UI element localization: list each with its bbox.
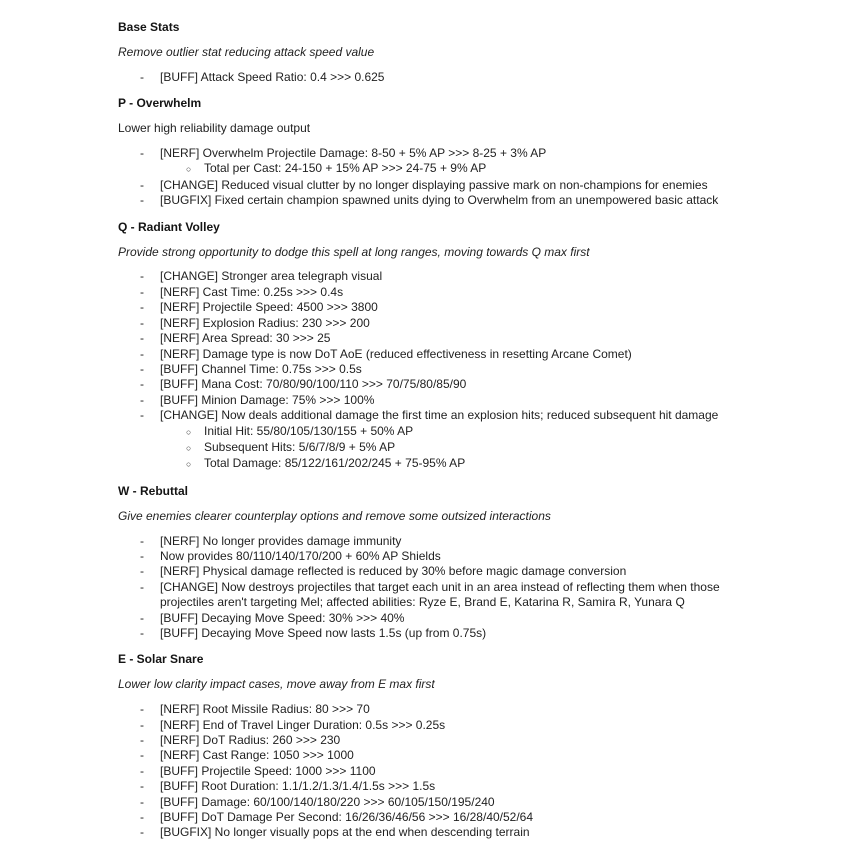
dash-bullet-icon: - bbox=[140, 825, 144, 840]
change-item bbox=[118, 440, 742, 456]
dash-bullet-icon: - bbox=[140, 610, 144, 625]
dash-bullet-icon: - bbox=[140, 733, 144, 748]
dash-bullet-icon: - bbox=[140, 763, 144, 778]
change-item bbox=[118, 300, 742, 315]
dash-bullet-icon: - bbox=[140, 408, 144, 423]
dash-bullet-icon: - bbox=[140, 392, 144, 407]
circle-bullet-icon: ○ bbox=[186, 459, 192, 470]
change-text: [BUFF] Projectile Speed: 1000 >>> 1100 bbox=[160, 763, 376, 778]
change-text: [BUGFIX] Fixed certain champion spawned units dying to Overwhelm from an unempowered basic attack bbox=[160, 193, 719, 208]
dash-bullet-icon: - bbox=[140, 564, 144, 579]
dash-bullet-icon: - bbox=[140, 177, 144, 192]
change-item bbox=[118, 748, 742, 763]
change-list bbox=[118, 534, 742, 642]
section-subtitle: Lower high reliability damage output bbox=[118, 121, 311, 136]
change-text: [BUFF] Minion Damage: 75% >>> 100% bbox=[160, 392, 375, 407]
patch-notes-document bbox=[118, 20, 742, 841]
change-item bbox=[118, 456, 742, 472]
dash-bullet-icon: - bbox=[140, 361, 144, 376]
change-item bbox=[118, 825, 742, 840]
dash-bullet-icon: - bbox=[140, 702, 144, 717]
dash-bullet-icon: - bbox=[140, 748, 144, 763]
change-text: [NERF] Cast Time: 0.25s >>> 0.4s bbox=[160, 284, 344, 299]
dash-bullet-icon: - bbox=[140, 717, 144, 732]
change-item bbox=[118, 269, 742, 284]
change-text: [NERF] Explosion Radius: 230 >>> 200 bbox=[160, 315, 370, 330]
change-item bbox=[118, 733, 742, 748]
section-subtitle: Provide strong opportunity to dodge this spell at long ranges, moving towards Q max first bbox=[118, 244, 590, 259]
circle-bullet-icon: ○ bbox=[186, 426, 192, 437]
change-list bbox=[118, 146, 742, 209]
change-text: [NERF] No longer provides damage immunity bbox=[160, 533, 402, 548]
change-item bbox=[118, 347, 742, 362]
section-heading: E - Solar Snare bbox=[118, 652, 204, 667]
change-text: [BUFF] Attack Speed Ratio: 0.4 >>> 0.625 bbox=[160, 69, 385, 84]
dash-bullet-icon: - bbox=[140, 548, 144, 563]
change-item bbox=[118, 285, 742, 300]
change-item bbox=[118, 408, 742, 423]
change-text: [NERF] End of Travel Linger Duration: 0.5s >>> 0.25s bbox=[160, 717, 446, 732]
change-text: [BUFF] Decaying Move Speed: 30% >>> 40% bbox=[160, 610, 405, 625]
change-item bbox=[118, 534, 742, 549]
change-text: [BUFF] DoT Damage Per Second: 16/26/36/46/56 >>> 16/28/40/52/64 bbox=[160, 810, 534, 825]
section-heading: P - Overwhelm bbox=[118, 96, 202, 111]
dash-bullet-icon: - bbox=[140, 626, 144, 640]
change-text: Total Damage: 85/122/161/202/245 + 75-95% AP bbox=[204, 456, 466, 471]
change-item bbox=[118, 178, 742, 193]
change-item bbox=[118, 70, 742, 85]
change-item bbox=[118, 377, 742, 392]
change-text: [CHANGE] Reduced visual clutter by no longer displaying passive mark on non-champions for enemies bbox=[160, 177, 708, 192]
section-subtitle: Remove outlier stat reducing attack speed value bbox=[118, 44, 375, 59]
circle-bullet-icon: ○ bbox=[186, 442, 192, 453]
change-text: [NERF] Overwhelm Projectile Damage: 8-50 + 5% AP >>> 8-25 + 3% AP bbox=[160, 146, 547, 161]
change-text: [NERF] DoT Radius: 260 >>> 230 bbox=[160, 733, 341, 748]
change-item bbox=[118, 611, 742, 626]
section-subtitle: Give enemies clearer counterplay options and remove some outsized interactions bbox=[118, 508, 551, 523]
dash-bullet-icon: - bbox=[140, 377, 144, 392]
dash-bullet-icon: - bbox=[140, 346, 144, 361]
change-item bbox=[118, 549, 742, 564]
change-text: Subsequent Hits: 5/6/7/8/9 + 5% AP bbox=[204, 439, 396, 454]
change-text: [NERF] Damage type is now DoT AoE (reduced effectiveness in resetting Arcane Comet) bbox=[160, 346, 632, 361]
dash-bullet-icon: - bbox=[140, 146, 144, 161]
dash-bullet-icon: - bbox=[140, 579, 144, 594]
change-list bbox=[118, 269, 742, 472]
change-text: [CHANGE] Now deals additional damage the first time an explosion hits; reduced subsequent hit damage bbox=[160, 408, 719, 423]
change-text: [CHANGE] Now destroys projectiles that target each unit in an area instead of reflecting them when those projectiles aren't targeting Mel; affected abilities: Ryze E, Brand E, Katarina R, Samira R, Yunara Q bbox=[160, 579, 720, 610]
change-text: [NERF] Physical damage reflected is reduced by 30% before magic damage conversion bbox=[160, 564, 627, 579]
dash-bullet-icon: - bbox=[140, 779, 144, 794]
change-text: [NERF] Root Missile Radius: 80 >>> 70 bbox=[160, 702, 370, 717]
circle-bullet-icon: ○ bbox=[186, 164, 192, 175]
change-list bbox=[118, 702, 742, 841]
dash-bullet-icon: - bbox=[140, 269, 144, 284]
change-text: [BUFF] Mana Cost: 70/80/90/100/110 >>> 70/75/80/85/90 bbox=[160, 377, 467, 392]
section-heading: W - Rebuttal bbox=[118, 483, 188, 498]
change-text: Initial Hit: 55/80/105/130/155 + 50% AP bbox=[204, 423, 414, 438]
dash-bullet-icon: - bbox=[140, 193, 144, 208]
change-text: [NERF] Area Spread: 30 >>> 25 bbox=[160, 331, 331, 346]
change-text: [NERF] Cast Range: 1050 >>> 1000 bbox=[160, 748, 354, 763]
change-text: Now provides 80/110/140/170/200 + 60% AP Shields bbox=[160, 548, 441, 563]
dash-bullet-icon: - bbox=[140, 331, 144, 346]
change-text: [BUFF] Channel Time: 0.75s >>> 0.5s bbox=[160, 361, 362, 376]
change-text: [NERF] Projectile Speed: 4500 >>> 3800 bbox=[160, 300, 378, 315]
change-item bbox=[118, 764, 742, 779]
dash-bullet-icon: - bbox=[140, 533, 144, 548]
dash-bullet-icon: - bbox=[140, 300, 144, 315]
dash-bullet-icon: - bbox=[140, 284, 144, 299]
change-item bbox=[118, 564, 742, 579]
change-item bbox=[118, 779, 742, 794]
section-heading: Q - Radiant Volley bbox=[118, 219, 220, 234]
change-item bbox=[118, 193, 742, 208]
change-item bbox=[118, 161, 742, 177]
section-subtitle: Lower low clarity impact cases, move away from E max first bbox=[118, 677, 435, 692]
change-item bbox=[118, 718, 742, 733]
change-item bbox=[118, 702, 742, 717]
dash-bullet-icon: - bbox=[140, 810, 144, 825]
change-text: [BUGFIX] No longer visually pops at the end when descending terrain bbox=[160, 825, 530, 840]
dash-bullet-icon: - bbox=[140, 794, 144, 809]
change-item bbox=[118, 362, 742, 377]
change-item bbox=[118, 580, 742, 611]
change-item bbox=[118, 316, 742, 331]
dash-bullet-icon: - bbox=[140, 315, 144, 330]
change-item bbox=[118, 146, 742, 161]
change-text: [BUFF] Damage: 60/100/140/180/220 >>> 60/105/150/195/240 bbox=[160, 794, 495, 809]
change-text: [BUFF] Decaying Move Speed now lasts 1.5s (up from 0.75s) bbox=[160, 626, 487, 640]
change-item bbox=[118, 810, 742, 825]
change-list bbox=[118, 70, 742, 85]
section-heading: Base Stats bbox=[118, 20, 180, 34]
change-item bbox=[118, 795, 742, 810]
change-item bbox=[118, 626, 742, 641]
change-text: [CHANGE] Stronger area telegraph visual bbox=[160, 269, 383, 284]
change-text: [BUFF] Root Duration: 1.1/1.2/1.3/1.4/1.5s >>> 1.5s bbox=[160, 779, 436, 794]
dash-bullet-icon: - bbox=[140, 69, 144, 84]
change-item bbox=[118, 331, 742, 346]
change-text: Total per Cast: 24-150 + 15% AP >>> 24-75 + 9% AP bbox=[204, 161, 487, 176]
change-item bbox=[118, 424, 742, 440]
change-item bbox=[118, 393, 742, 408]
